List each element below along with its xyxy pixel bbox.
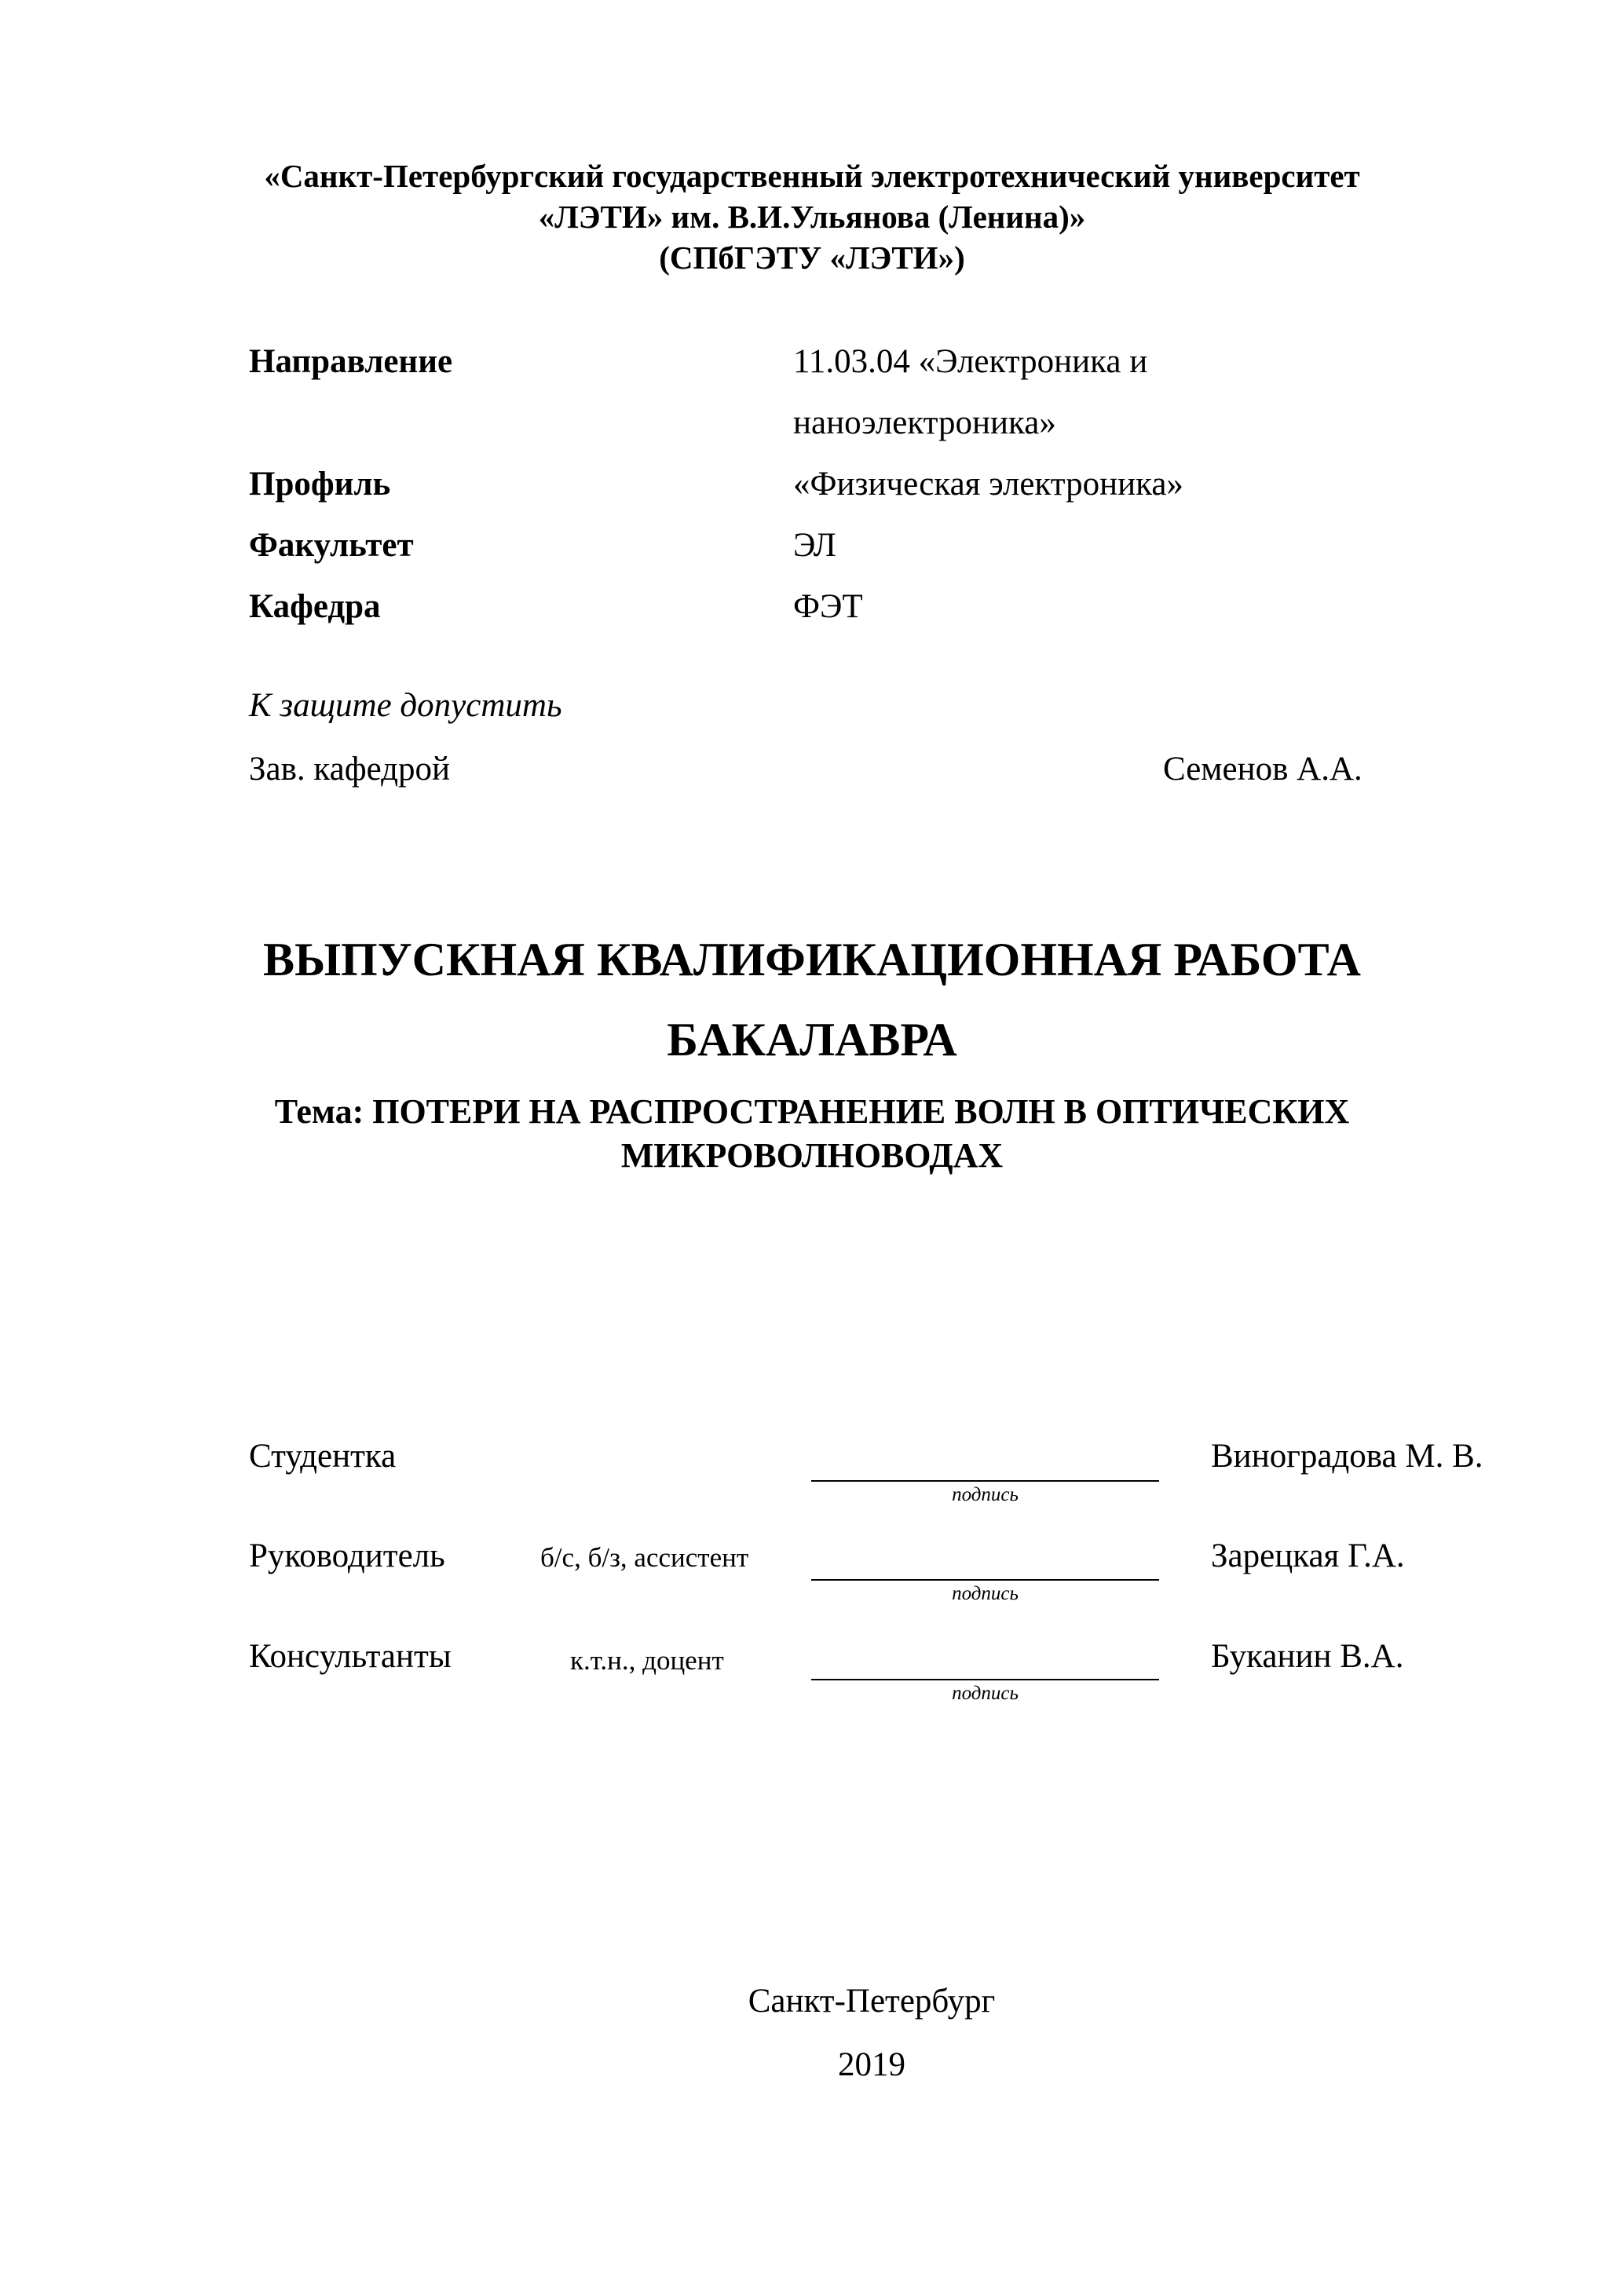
work-title-line-2: БАКАЛАВРА [667, 1014, 957, 1066]
consultant-position: к.т.н., доцент [570, 1645, 724, 1676]
direction-label: Направление [249, 343, 453, 380]
supervisor-signature-line [811, 1579, 1159, 1581]
department-value: ФЭТ [793, 588, 863, 625]
direction-value-line-1: 11.03.04 «Электроника и [793, 343, 1148, 380]
faculty-label: Факультет [249, 527, 414, 564]
student-signature-line [811, 1480, 1159, 1482]
supervisor-signature-caption: подпись [952, 1583, 1019, 1604]
consultant-name: Буканин В.А. [1211, 1638, 1404, 1675]
direction-value-line-2: наноэлектроника» [793, 404, 1056, 441]
head-of-department-name: Семенов А.А. [1163, 751, 1362, 788]
student-signature-caption: подпись [952, 1484, 1019, 1505]
university-name-line-2: «ЛЭТИ» им. В.И.Ульянова (Ленина)» [538, 199, 1086, 235]
footer-year: 2019 [838, 2046, 905, 2083]
department-label: Кафедра [249, 588, 381, 625]
supervisor-role: Руководитель [249, 1537, 445, 1574]
topic-line-2: МИКРОВОЛНОВОДАХ [620, 1136, 1004, 1175]
admit-to-defense-text: К защите допустить [249, 687, 562, 724]
university-name-line-1: «Санкт-Петербургский государственный электротехнический университет [264, 158, 1360, 194]
consultant-signature-caption: подпись [952, 1683, 1019, 1704]
faculty-value: ЭЛ [793, 527, 836, 564]
footer-city: Санкт-Петербург [748, 1983, 996, 2020]
supervisor-position: б/с, б/з, ассистент [540, 1542, 749, 1573]
profile-label: Профиль [249, 466, 391, 503]
profile-value: «Физическая электроника» [793, 466, 1183, 503]
topic-line-1: Тема: ПОТЕРИ НА РАСПРОСТРАНЕНИЕ ВОЛН В ОПТИЧЕСКИХ [274, 1092, 1350, 1131]
consultant-role: Консультанты [249, 1638, 452, 1675]
university-abbreviation: (СПбГЭТУ «ЛЭТИ») [659, 239, 965, 276]
student-name: Виноградова М. В. [1211, 1438, 1483, 1475]
supervisor-name: Зарецкая Г.А. [1211, 1537, 1405, 1574]
consultant-signature-line [811, 1679, 1159, 1680]
head-of-department-label: Зав. кафедрой [249, 751, 451, 788]
student-role: Студентка [249, 1438, 397, 1475]
work-title-line-1: ВЫПУСКНАЯ КВАЛИФИКАЦИОННАЯ РАБОТА [263, 934, 1361, 985]
